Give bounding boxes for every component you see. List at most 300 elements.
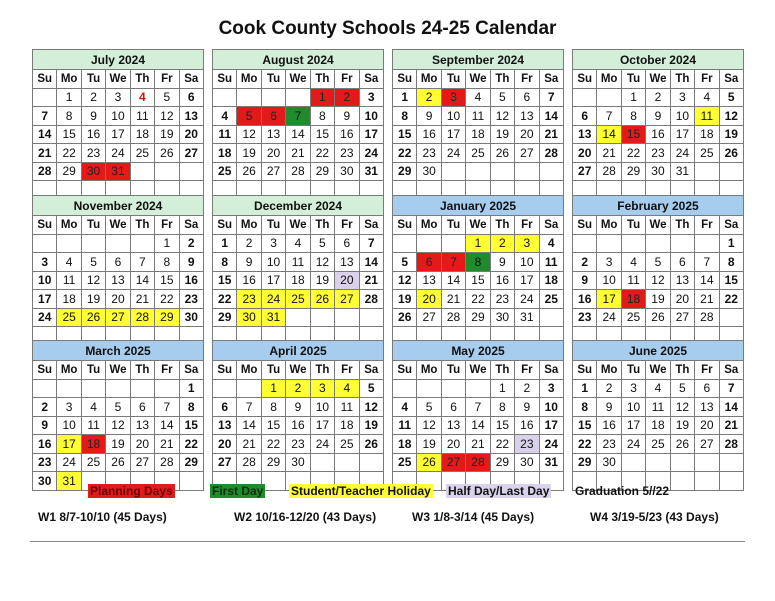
- day-cell: 15: [466, 271, 490, 290]
- day-cell: 2: [237, 234, 261, 253]
- day-cell: 6: [179, 88, 203, 107]
- day-cell: [441, 162, 465, 181]
- day-cell: 8: [393, 107, 417, 126]
- month-title: December 2024: [213, 196, 384, 216]
- day-cell: 14: [597, 125, 621, 144]
- day-cell: 26: [490, 144, 514, 163]
- day-cell: 31: [106, 162, 130, 181]
- weekday-header: Tu: [81, 361, 105, 380]
- day-cell: 16: [417, 125, 441, 144]
- day-cell: 20: [515, 125, 539, 144]
- legend-graduation: Graduation 5//22: [575, 484, 670, 498]
- day-cell: [646, 453, 670, 472]
- day-cell: 2: [286, 379, 310, 398]
- day-cell: 8: [490, 398, 514, 417]
- day-cell: 21: [237, 435, 261, 454]
- weekday-header: Tu: [261, 216, 285, 235]
- day-cell: 31: [539, 453, 563, 472]
- day-cell: 6: [417, 253, 441, 272]
- day-cell: 30: [646, 162, 670, 181]
- day-cell: 20: [441, 435, 465, 454]
- day-cell: 29: [490, 453, 514, 472]
- month-calendar: [572, 340, 744, 491]
- day-cell: 27: [335, 290, 359, 309]
- day-cell: 19: [81, 290, 105, 309]
- weekday-header: Sa: [539, 70, 563, 89]
- day-cell: [335, 453, 359, 472]
- day-cell: 9: [573, 271, 597, 290]
- day-cell: 22: [155, 290, 179, 309]
- day-cell: [130, 234, 154, 253]
- day-cell: [417, 379, 441, 398]
- day-cell: 7: [130, 253, 154, 272]
- day-cell: 14: [130, 271, 154, 290]
- day-cell: 12: [646, 271, 670, 290]
- day-cell: 17: [597, 290, 621, 309]
- weekday-header: Fr: [695, 70, 719, 89]
- day-cell: 23: [597, 435, 621, 454]
- day-cell: 15: [213, 271, 237, 290]
- day-cell: 3: [310, 379, 334, 398]
- day-cell: 1: [719, 234, 743, 253]
- day-cell: 7: [539, 88, 563, 107]
- day-cell: 10: [515, 253, 539, 272]
- day-cell: 7: [155, 398, 179, 417]
- weekday-header: Mo: [57, 216, 81, 235]
- day-cell: 16: [286, 416, 310, 435]
- day-cell: 6: [213, 398, 237, 417]
- month-title: April 2025: [213, 341, 384, 361]
- day-cell: 28: [237, 453, 261, 472]
- day-cell: [719, 308, 743, 327]
- month-title: May 2025: [393, 341, 564, 361]
- day-cell: 5: [393, 253, 417, 272]
- day-cell: 11: [695, 107, 719, 126]
- weekday-header: Mo: [237, 361, 261, 380]
- day-cell: 18: [539, 271, 563, 290]
- day-cell: 21: [441, 290, 465, 309]
- day-cell: 25: [81, 453, 105, 472]
- day-cell: 24: [57, 453, 81, 472]
- day-cell: 15: [179, 416, 203, 435]
- day-cell: 10: [310, 398, 334, 417]
- day-cell: 11: [621, 271, 645, 290]
- weekday-header: Su: [33, 70, 57, 89]
- day-cell: 27: [130, 453, 154, 472]
- day-cell: [573, 234, 597, 253]
- day-cell: 16: [597, 416, 621, 435]
- day-cell: 8: [179, 398, 203, 417]
- divider: [30, 541, 745, 542]
- day-cell: 3: [57, 398, 81, 417]
- day-cell: 12: [81, 271, 105, 290]
- weekday-header: Sa: [179, 216, 203, 235]
- day-cell: 10: [261, 253, 285, 272]
- day-cell: [719, 162, 743, 181]
- day-cell: 13: [573, 125, 597, 144]
- month-title: June 2025: [573, 341, 744, 361]
- day-cell: 15: [719, 271, 743, 290]
- day-cell: 25: [466, 144, 490, 163]
- day-cell: 18: [57, 290, 81, 309]
- day-cell: 27: [179, 144, 203, 163]
- day-cell: 25: [539, 290, 563, 309]
- day-cell: 20: [695, 416, 719, 435]
- day-cell: 7: [237, 398, 261, 417]
- day-cell: 30: [490, 308, 514, 327]
- day-cell: 25: [213, 162, 237, 181]
- month-title: July 2024: [33, 50, 204, 70]
- day-cell: 1: [179, 379, 203, 398]
- day-cell: 21: [597, 144, 621, 163]
- day-cell: 26: [393, 308, 417, 327]
- weekday-header: Mo: [417, 361, 441, 380]
- day-cell: 5: [359, 379, 383, 398]
- weekday-header: Sa: [359, 216, 383, 235]
- day-cell: 4: [213, 107, 237, 126]
- day-cell: 16: [515, 416, 539, 435]
- day-cell: 18: [81, 435, 105, 454]
- day-cell: 7: [695, 253, 719, 272]
- weekday-header: Tu: [621, 216, 645, 235]
- day-cell: 10: [33, 271, 57, 290]
- day-cell: 24: [539, 435, 563, 454]
- day-cell: 1: [310, 88, 334, 107]
- day-cell: 6: [670, 253, 694, 272]
- day-cell: 2: [81, 88, 105, 107]
- day-cell: 25: [695, 144, 719, 163]
- day-cell: 2: [597, 379, 621, 398]
- day-cell: 30: [597, 453, 621, 472]
- day-cell: 30: [81, 162, 105, 181]
- day-cell: 14: [237, 416, 261, 435]
- day-cell: 9: [597, 398, 621, 417]
- day-cell: 7: [33, 107, 57, 126]
- day-cell: 9: [490, 253, 514, 272]
- day-cell: 2: [515, 379, 539, 398]
- day-cell: 3: [33, 253, 57, 272]
- day-cell: 10: [106, 107, 130, 126]
- day-cell: 28: [719, 435, 743, 454]
- day-cell: 17: [621, 416, 645, 435]
- day-cell: [539, 162, 563, 181]
- day-cell: [695, 453, 719, 472]
- day-cell: 29: [179, 453, 203, 472]
- day-cell: 5: [310, 234, 334, 253]
- weekday-header: Fr: [335, 361, 359, 380]
- day-cell: 29: [573, 453, 597, 472]
- day-cell: 17: [441, 125, 465, 144]
- day-cell: 21: [466, 435, 490, 454]
- weekday-header: Th: [670, 216, 694, 235]
- day-cell: 5: [719, 88, 743, 107]
- day-cell: 4: [393, 398, 417, 417]
- month-calendar: [392, 195, 564, 346]
- day-cell: 15: [155, 271, 179, 290]
- day-cell: 4: [81, 398, 105, 417]
- day-cell: [179, 162, 203, 181]
- day-cell: 19: [155, 125, 179, 144]
- day-cell: 4: [286, 234, 310, 253]
- day-cell: 11: [286, 253, 310, 272]
- day-cell: 1: [490, 379, 514, 398]
- day-cell: 5: [670, 379, 694, 398]
- weekday-header: Fr: [515, 216, 539, 235]
- day-cell: 13: [179, 107, 203, 126]
- weekday-header: Fr: [155, 70, 179, 89]
- day-cell: 18: [130, 125, 154, 144]
- day-cell: 9: [515, 398, 539, 417]
- weekday-header: Th: [490, 216, 514, 235]
- day-cell: 25: [621, 308, 645, 327]
- month-calendar: [212, 49, 384, 200]
- day-cell: 23: [573, 308, 597, 327]
- weekday-header: Fr: [155, 216, 179, 235]
- day-cell: 18: [621, 290, 645, 309]
- day-cell: 13: [417, 271, 441, 290]
- day-cell: 10: [441, 107, 465, 126]
- month-calendar: [572, 195, 744, 346]
- month-calendar: [212, 195, 384, 346]
- day-cell: 17: [261, 271, 285, 290]
- day-cell: 25: [286, 290, 310, 309]
- day-cell: 29: [310, 162, 334, 181]
- day-cell: 16: [646, 125, 670, 144]
- day-cell: [237, 88, 261, 107]
- weekday-header: Th: [130, 70, 154, 89]
- weekday-header: Th: [310, 70, 334, 89]
- day-cell: 9: [179, 253, 203, 272]
- weekday-header: We: [466, 361, 490, 380]
- day-cell: 16: [490, 271, 514, 290]
- weekday-header: Fr: [695, 216, 719, 235]
- day-cell: 15: [573, 416, 597, 435]
- day-cell: 6: [695, 379, 719, 398]
- day-cell: 13: [670, 271, 694, 290]
- weekday-header: Th: [310, 361, 334, 380]
- day-cell: 26: [310, 290, 334, 309]
- day-cell: [57, 379, 81, 398]
- day-cell: 12: [670, 398, 694, 417]
- day-cell: 5: [155, 88, 179, 107]
- day-cell: 25: [335, 435, 359, 454]
- day-cell: 5: [417, 398, 441, 417]
- weekday-header: Fr: [515, 70, 539, 89]
- day-cell: 3: [261, 234, 285, 253]
- day-cell: 10: [670, 107, 694, 126]
- day-cell: 4: [130, 88, 154, 107]
- day-cell: [359, 308, 383, 327]
- day-cell: 19: [237, 144, 261, 163]
- day-cell: 8: [573, 398, 597, 417]
- day-cell: 16: [237, 271, 261, 290]
- day-cell: 12: [359, 398, 383, 417]
- day-cell: 3: [359, 88, 383, 107]
- day-cell: 15: [621, 125, 645, 144]
- day-cell: 25: [646, 435, 670, 454]
- weekday-header: Tu: [81, 216, 105, 235]
- weekday-header: Su: [573, 216, 597, 235]
- day-cell: 28: [466, 453, 490, 472]
- day-cell: 12: [310, 253, 334, 272]
- day-cell: 30: [286, 453, 310, 472]
- day-cell: 6: [106, 253, 130, 272]
- day-cell: 24: [441, 144, 465, 163]
- day-cell: 24: [359, 144, 383, 163]
- weekday-header: We: [286, 216, 310, 235]
- day-cell: 20: [261, 144, 285, 163]
- day-cell: [106, 379, 130, 398]
- day-cell: 16: [81, 125, 105, 144]
- day-cell: 10: [621, 398, 645, 417]
- day-cell: [33, 88, 57, 107]
- day-cell: [719, 472, 743, 491]
- day-cell: 10: [539, 398, 563, 417]
- weekday-header: Mo: [597, 361, 621, 380]
- day-cell: 24: [597, 308, 621, 327]
- weekday-header: Sa: [179, 70, 203, 89]
- day-cell: 6: [261, 107, 285, 126]
- weekday-header: Mo: [237, 216, 261, 235]
- day-cell: 7: [286, 107, 310, 126]
- month-title: January 2025: [393, 196, 564, 216]
- month-title: October 2024: [573, 50, 744, 70]
- day-cell: 1: [466, 234, 490, 253]
- day-cell: 2: [573, 253, 597, 272]
- day-cell: 4: [695, 88, 719, 107]
- day-cell: 23: [335, 144, 359, 163]
- weekday-header: Su: [393, 70, 417, 89]
- day-cell: 14: [155, 416, 179, 435]
- month-calendar: [392, 49, 564, 200]
- day-cell: 17: [359, 125, 383, 144]
- day-cell: 23: [33, 453, 57, 472]
- day-cell: 1: [393, 88, 417, 107]
- day-cell: 18: [335, 416, 359, 435]
- day-cell: [130, 162, 154, 181]
- weekday-header: Tu: [441, 70, 465, 89]
- weekday-header: We: [466, 216, 490, 235]
- day-cell: 13: [695, 398, 719, 417]
- day-cell: 14: [539, 107, 563, 126]
- day-cell: 28: [33, 162, 57, 181]
- day-cell: 5: [81, 253, 105, 272]
- day-cell: 1: [213, 234, 237, 253]
- day-cell: 22: [719, 290, 743, 309]
- day-cell: [286, 88, 310, 107]
- day-cell: [237, 379, 261, 398]
- weekday-header: Th: [670, 70, 694, 89]
- day-cell: [490, 162, 514, 181]
- day-cell: 21: [719, 416, 743, 435]
- day-cell: 13: [441, 416, 465, 435]
- day-cell: 11: [335, 398, 359, 417]
- weekday-header: Th: [490, 361, 514, 380]
- day-cell: 9: [417, 107, 441, 126]
- day-cell: 26: [646, 308, 670, 327]
- day-cell: 1: [261, 379, 285, 398]
- day-cell: 29: [621, 162, 645, 181]
- day-cell: 29: [466, 308, 490, 327]
- window-3: W3 1/8-3/14 (45 Days): [412, 510, 535, 524]
- day-cell: [466, 379, 490, 398]
- day-cell: 5: [106, 398, 130, 417]
- weekday-header: Fr: [155, 361, 179, 380]
- day-cell: 8: [310, 107, 334, 126]
- weekday-header: Tu: [261, 361, 285, 380]
- day-cell: 28: [597, 162, 621, 181]
- legend-holiday: Student/Teacher Holiday: [291, 484, 431, 498]
- month-title: February 2025: [573, 196, 744, 216]
- day-cell: 8: [155, 253, 179, 272]
- day-cell: 16: [573, 290, 597, 309]
- day-cell: 18: [695, 125, 719, 144]
- day-cell: 26: [359, 435, 383, 454]
- day-cell: 29: [393, 162, 417, 181]
- day-cell: 20: [106, 290, 130, 309]
- day-cell: 31: [261, 308, 285, 327]
- day-cell: 22: [490, 435, 514, 454]
- day-cell: 19: [359, 416, 383, 435]
- day-cell: 23: [646, 144, 670, 163]
- day-cell: 11: [213, 125, 237, 144]
- day-cell: 10: [57, 416, 81, 435]
- day-cell: [573, 88, 597, 107]
- day-cell: 23: [179, 290, 203, 309]
- weekday-header: Fr: [335, 216, 359, 235]
- day-cell: 19: [393, 290, 417, 309]
- day-cell: 14: [695, 271, 719, 290]
- weekday-header: Mo: [597, 216, 621, 235]
- day-cell: 12: [155, 107, 179, 126]
- weekday-header: Mo: [237, 70, 261, 89]
- weekday-header: Fr: [335, 70, 359, 89]
- day-cell: 19: [670, 416, 694, 435]
- day-cell: 22: [573, 435, 597, 454]
- day-cell: 11: [130, 107, 154, 126]
- day-cell: 27: [441, 453, 465, 472]
- day-cell: 19: [417, 435, 441, 454]
- day-cell: [33, 234, 57, 253]
- weekday-header: We: [106, 70, 130, 89]
- day-cell: 12: [237, 125, 261, 144]
- month-calendar: [572, 49, 744, 200]
- weekday-header: Sa: [719, 70, 743, 89]
- month-calendar: [32, 195, 204, 346]
- day-cell: 22: [179, 435, 203, 454]
- day-cell: 17: [670, 125, 694, 144]
- weekday-header: Sa: [179, 361, 203, 380]
- weekday-header: Tu: [621, 70, 645, 89]
- day-cell: 31: [359, 162, 383, 181]
- day-cell: 24: [106, 144, 130, 163]
- day-cell: 3: [441, 88, 465, 107]
- day-cell: 27: [417, 308, 441, 327]
- day-cell: 30: [417, 162, 441, 181]
- day-cell: 21: [539, 125, 563, 144]
- weekday-header: Mo: [597, 70, 621, 89]
- day-cell: 24: [261, 290, 285, 309]
- day-cell: 14: [33, 125, 57, 144]
- weekday-header: Th: [310, 216, 334, 235]
- day-cell: 8: [466, 253, 490, 272]
- day-cell: 3: [670, 88, 694, 107]
- day-cell: 15: [310, 125, 334, 144]
- day-cell: 11: [646, 398, 670, 417]
- day-cell: [670, 472, 694, 491]
- day-cell: 18: [466, 125, 490, 144]
- month-calendar: [32, 340, 204, 491]
